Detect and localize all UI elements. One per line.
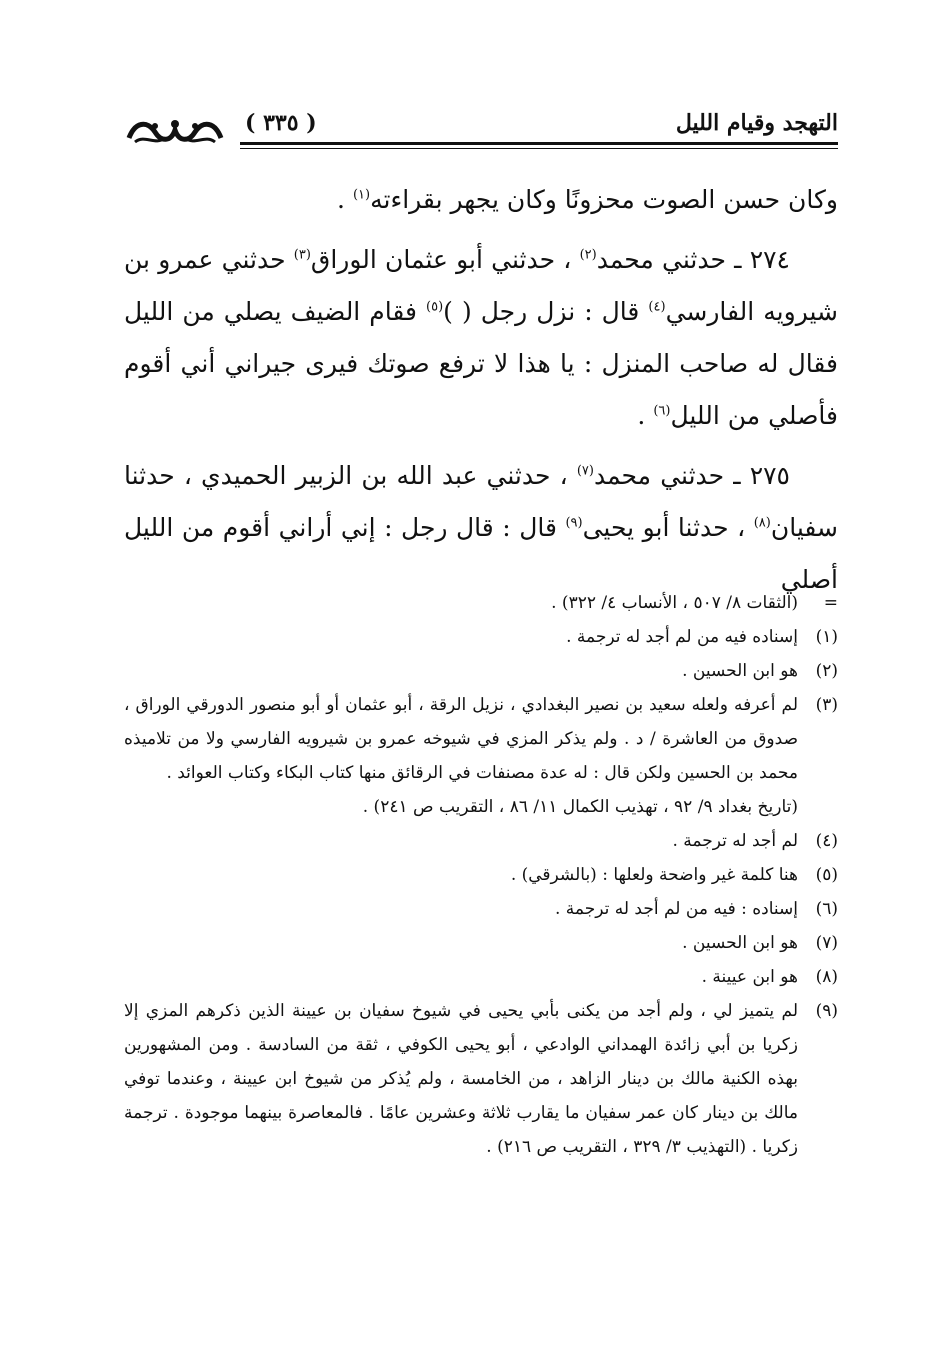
footnote-ref: (٢)	[579, 247, 597, 263]
footnote-6: (٦) إسناده : فيه من لم أجد له ترجمة .	[554, 899, 838, 919]
running-title: التهجد وقيام الليل	[675, 110, 838, 136]
footnote-continuation: = (الثقات ٨/ ٥٠٧ ، الأنساب ٤/ ٣٢٢) .	[551, 593, 838, 613]
footnote-3-references: (تاريخ بغداد ٩/ ٩٢ ، تهذيب الكمال ١١/ ٨٦ ، التقريب ص ٢٤١) .	[362, 797, 798, 817]
text-line-continuation: وكان حسن الصوت محزونًا وكان يجهر بقراءته$^{(١)}$ .	[337, 185, 838, 214]
header-rule-thick	[240, 142, 838, 145]
footnote-ref: (٨)	[753, 515, 771, 531]
paragraph-275: ٢٧٥ ـ حدثني محمد$^{(٧)}$ ، حدثني عبد الله بن الزبير الحميدي ، حدثنا سفيان$^{(٨)}$ ، حدثنا أبو يحيى$^{(٩)}$ قال : قال رجل : إني أراني أقوم من الليل أصلي	[124, 461, 838, 594]
footnote-ref: (٦)	[653, 403, 671, 419]
footnote-ref: (٤)	[648, 299, 666, 315]
footnote-4: (٤) لم أجد له ترجمة .	[672, 831, 838, 851]
footnote-9: (٩) لم يتميز لي ، ولم أجد من يكنى بأبي يحيى في شيوخ سفيان بن عيينة الذين ذكرهم المزي إلا زكريا بن أبي زائدة الهمداني الوادعي ، أبو يحيى الكوفي ، ثقة من السادسة . ومن المشهورين بهذه الكنية مالك بن دينار الزاهد ، من الخامسة ، ولم يُذكر من شيوخ ابن عيينة ، وعندما توفي مالك بن دينار كان عمر سفيان ما يقارب ثلاثة وعشرين عامًا . فالمعاصرة بينهما موجودة . ترجمة زكريا . (التهذيب ٣/ ٣٢٩ ، التقريب ص ٢١٦) .	[124, 1001, 838, 1157]
footnotes	[124, 586, 838, 1164]
page-header	[120, 108, 838, 154]
footnote-ref: (٩)	[565, 515, 583, 531]
page-number: ( ٣٣٥ )	[245, 110, 317, 136]
main-text	[124, 174, 838, 606]
footnote-ref: (٣)	[293, 247, 311, 263]
footnote-8: (٨) هو ابن عيينة .	[701, 967, 838, 987]
ornament-icon	[125, 112, 225, 148]
footnote-ref: (١)	[352, 187, 371, 203]
footnote-ref: (٧)	[576, 463, 594, 479]
footnote-1: (١) إسناده فيه من لم أجد له ترجمة .	[566, 627, 838, 647]
header-rule-thin	[240, 148, 838, 149]
footnote-5: (٥) هنا كلمة غير واضحة ولعلها : (بالشرقي) .	[510, 865, 838, 885]
footnote-3: (٣) لم أعرفه ولعله سعيد بن نصير البغدادي ، نزيل الرقة ، أبو عثمان أو أبو منصور الدورقي الوراق ، صدوق من العاشرة / د . ولم يذكر المزي في شيوخه عمرو بن شيرويه الفارسي ولا من تلاميذه محمد بن الحسين ولكن قال : له عدة مصنفات في الرقائق منها كتاب البكاء وكتاب العوائد . (تاريخ بغداد ٩/ ٩٢ ، تهذيب الكمال ١١/ ٨٦ ، التقريب ص ٢٤١) .	[124, 688, 838, 824]
footnote-7: (٧) هو ابن الحسين .	[682, 933, 838, 953]
paragraph-274: ٢٧٤ ـ حدثني محمد$^{(٢)}$ ، حدثني أبو عثمان الوراق$^{(٣)}$ حدثني عمرو بن شيرويه الفارسي$^{(٤)}$ قال : نزل رجل ( )$^{(٥)}$ فقام الضيف يصلي من الليل فقال له صاحب المنزل : يا هذا لا ترفع صوتك فيرى جيراني أني أقوم فأصلي من الليل$^{(٦)}$ .	[124, 245, 838, 430]
footnote-2: (٢) هو ابن الحسين .	[682, 661, 838, 681]
footnote-ref: (٥)	[426, 299, 444, 315]
